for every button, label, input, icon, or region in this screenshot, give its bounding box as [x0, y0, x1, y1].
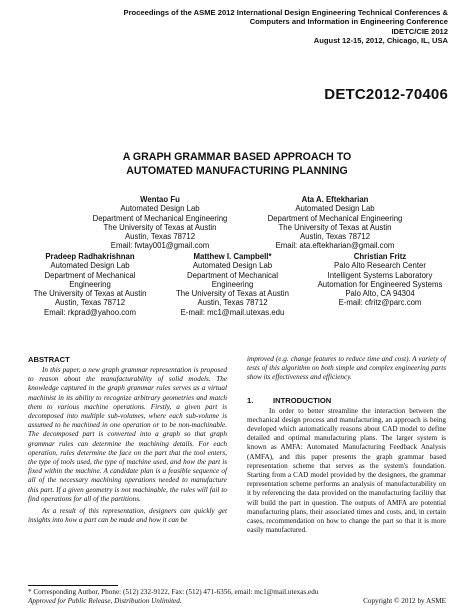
header-line: IDETC/CIE 2012: [391, 26, 448, 36]
author-affiliation: Palo Alto Research Center: [334, 261, 426, 271]
author-block: [160, 252, 305, 317]
author-affiliation: Department of Mechanical: [44, 270, 136, 280]
author-affiliation: Automated Design Lab: [50, 261, 130, 271]
author-affiliation: Palo Alto, CA 94304: [345, 289, 415, 299]
footnote-approved: Approved for Public Release, Distribution Unlimited.: [28, 597, 182, 605]
author-affiliation: Automation for Engineered Systems: [317, 279, 443, 289]
abstract-paragraph: In this paper, a new graph grammar representation is proposed to reason about the manufacturability of solid models. The knowledge captured in the graph grammar rules serves as a virtual machinist in its ability to recognize arbitrary geometries and match them to various machine operations. Firstly, a given part is decomposed into multiple sub-volumes, where each sub-volume is assumed to be machined in one operation or to be non-machinable. The decomposed part is converted into a graph so that graph grammar rules can determine the machining details. For each operation, rules determine the face on the part that the tool enters, the type of tools used, the type of machine used, and how the part is fixed within the machine. A candidate plan is a feasible sequence of all of the necessary machining operations needed to manufacture this part. If a given geometry is not machinable, the rules will fail to find operations for all of the partitions.: [28, 366, 227, 503]
author-affiliation: Austin, Texas 78712: [124, 232, 196, 242]
abstract-continuation: improved (e.g. change features to reduce time and cost). A variety of tests of this algorithm on both simple and complex engineering parts show its effectiveness and efficiency.: [247, 355, 446, 382]
author-affiliation: Department of Mechanical Engineering: [92, 213, 228, 223]
paper-title: [0, 150, 474, 178]
abstract-heading: ABSTRACT: [28, 355, 70, 364]
author-email[interactable]: Email: fwtay001@gmail.com: [110, 241, 210, 251]
author-name: Wentao Fu: [140, 195, 180, 204]
author-email[interactable]: E-mail: mc1@mail.utexas.edu: [180, 307, 285, 317]
author-block: [305, 252, 455, 308]
author-block: [240, 195, 430, 251]
author-affiliation: Automated Design Lab: [192, 261, 273, 271]
header-line: August 12-15, 2012, Chicago, IL, USA: [313, 36, 448, 46]
author-affiliation: Austin, Texas 78712: [197, 298, 268, 308]
introduction-heading: [247, 396, 446, 405]
author-affiliation: Automated Design Lab: [120, 204, 200, 214]
author-affiliation: Engineering: [211, 279, 254, 289]
left-column: [28, 355, 227, 525]
introduction-body: [247, 407, 446, 536]
author-affiliation: Department of Mechanical Engineering: [267, 213, 403, 223]
author-block: [20, 252, 160, 317]
author-block: [80, 195, 240, 251]
author-name: Ata A. Eftekharian: [301, 195, 369, 204]
title-line: AUTOMATED MANUFACTURING PLANNING: [126, 165, 348, 177]
abstract-body: [28, 366, 227, 525]
author-email[interactable]: E-mail: cfritz@parc.com: [338, 298, 422, 308]
footnote-corresponding: * Corresponding Author, Phone: (512) 232-9122, Fax: (512) 471-6356, email: mc1@mail.utexas.edu: [28, 588, 319, 596]
author-affiliation: Engineering: [69, 279, 111, 289]
introduction-paragraph: In order to better streamline the interaction between the mechanical design process and manufacturing, an approach is being developed which automatically reasons about CAD model to define detailed and optimal manufacturing plans. The larger system is known as AMFA: Automated Manufacturing Feedback Analysis (AMFA), and this paper presents the graph grammar based representation scheme that serves as the system's foundation. Starting from a CAD model provided by the designers, the grammar representation scheme performs an analysis of manufacturability on it by referencing the data provided on the manufacturing facility that will build the part in question. The outputs of AMFA are potential manufacturing plans, their associated times and costs, and, in certain cases, recommendation on how to change the part so that it is more easily manufactured.: [247, 406, 446, 535]
header-line: Proceedings of the ASME 2012 International Design Engineering Technical Conferences &: [123, 8, 448, 17]
conference-header: [48, 8, 448, 46]
author-affiliation: Intelligent Systems Laboratory: [327, 270, 433, 280]
author-affiliation: The University of Texas at Austin: [33, 289, 147, 299]
author-email[interactable]: Email: rkprad@yahoo.com: [44, 307, 136, 317]
author-name: Christian Fritz: [353, 252, 407, 261]
author-affiliation: Austin, Texas 78712: [54, 298, 126, 308]
author-affiliation: The University of Texas at Austin: [176, 289, 289, 299]
section-title: INTRODUCTION: [273, 395, 332, 405]
author-affiliation: Austin, Texas 78712: [299, 232, 371, 242]
author-name: Pradeep Radhakrishnan: [45, 252, 135, 261]
section-number: 1.: [247, 395, 254, 405]
abstract-paragraph: As a result of this representation, designers can quickly get insights into how a part can be made and how it can be: [28, 507, 227, 525]
title-line: A GRAPH GRAMMAR BASED APPROACH TO: [122, 151, 352, 163]
author-affiliation: Department of Mechanical: [186, 270, 278, 280]
paper-id: DETC2012-70406: [324, 86, 448, 103]
author-affiliation: Automated Design Lab: [295, 204, 375, 214]
author-name: Matthew I. Campbell*: [193, 252, 272, 261]
author-affiliation: The University of Texas at Austin: [103, 222, 217, 232]
right-column: [247, 355, 446, 535]
copyright: Copyright © 2012 by ASME: [363, 597, 446, 605]
footnote-rule: [28, 585, 118, 586]
header-line: Computers and Information in Engineering Conference: [249, 17, 448, 27]
author-email[interactable]: Email: ata.eftekharian@gmail.com: [275, 241, 395, 251]
author-affiliation: The University of Texas at Austin: [278, 222, 392, 232]
